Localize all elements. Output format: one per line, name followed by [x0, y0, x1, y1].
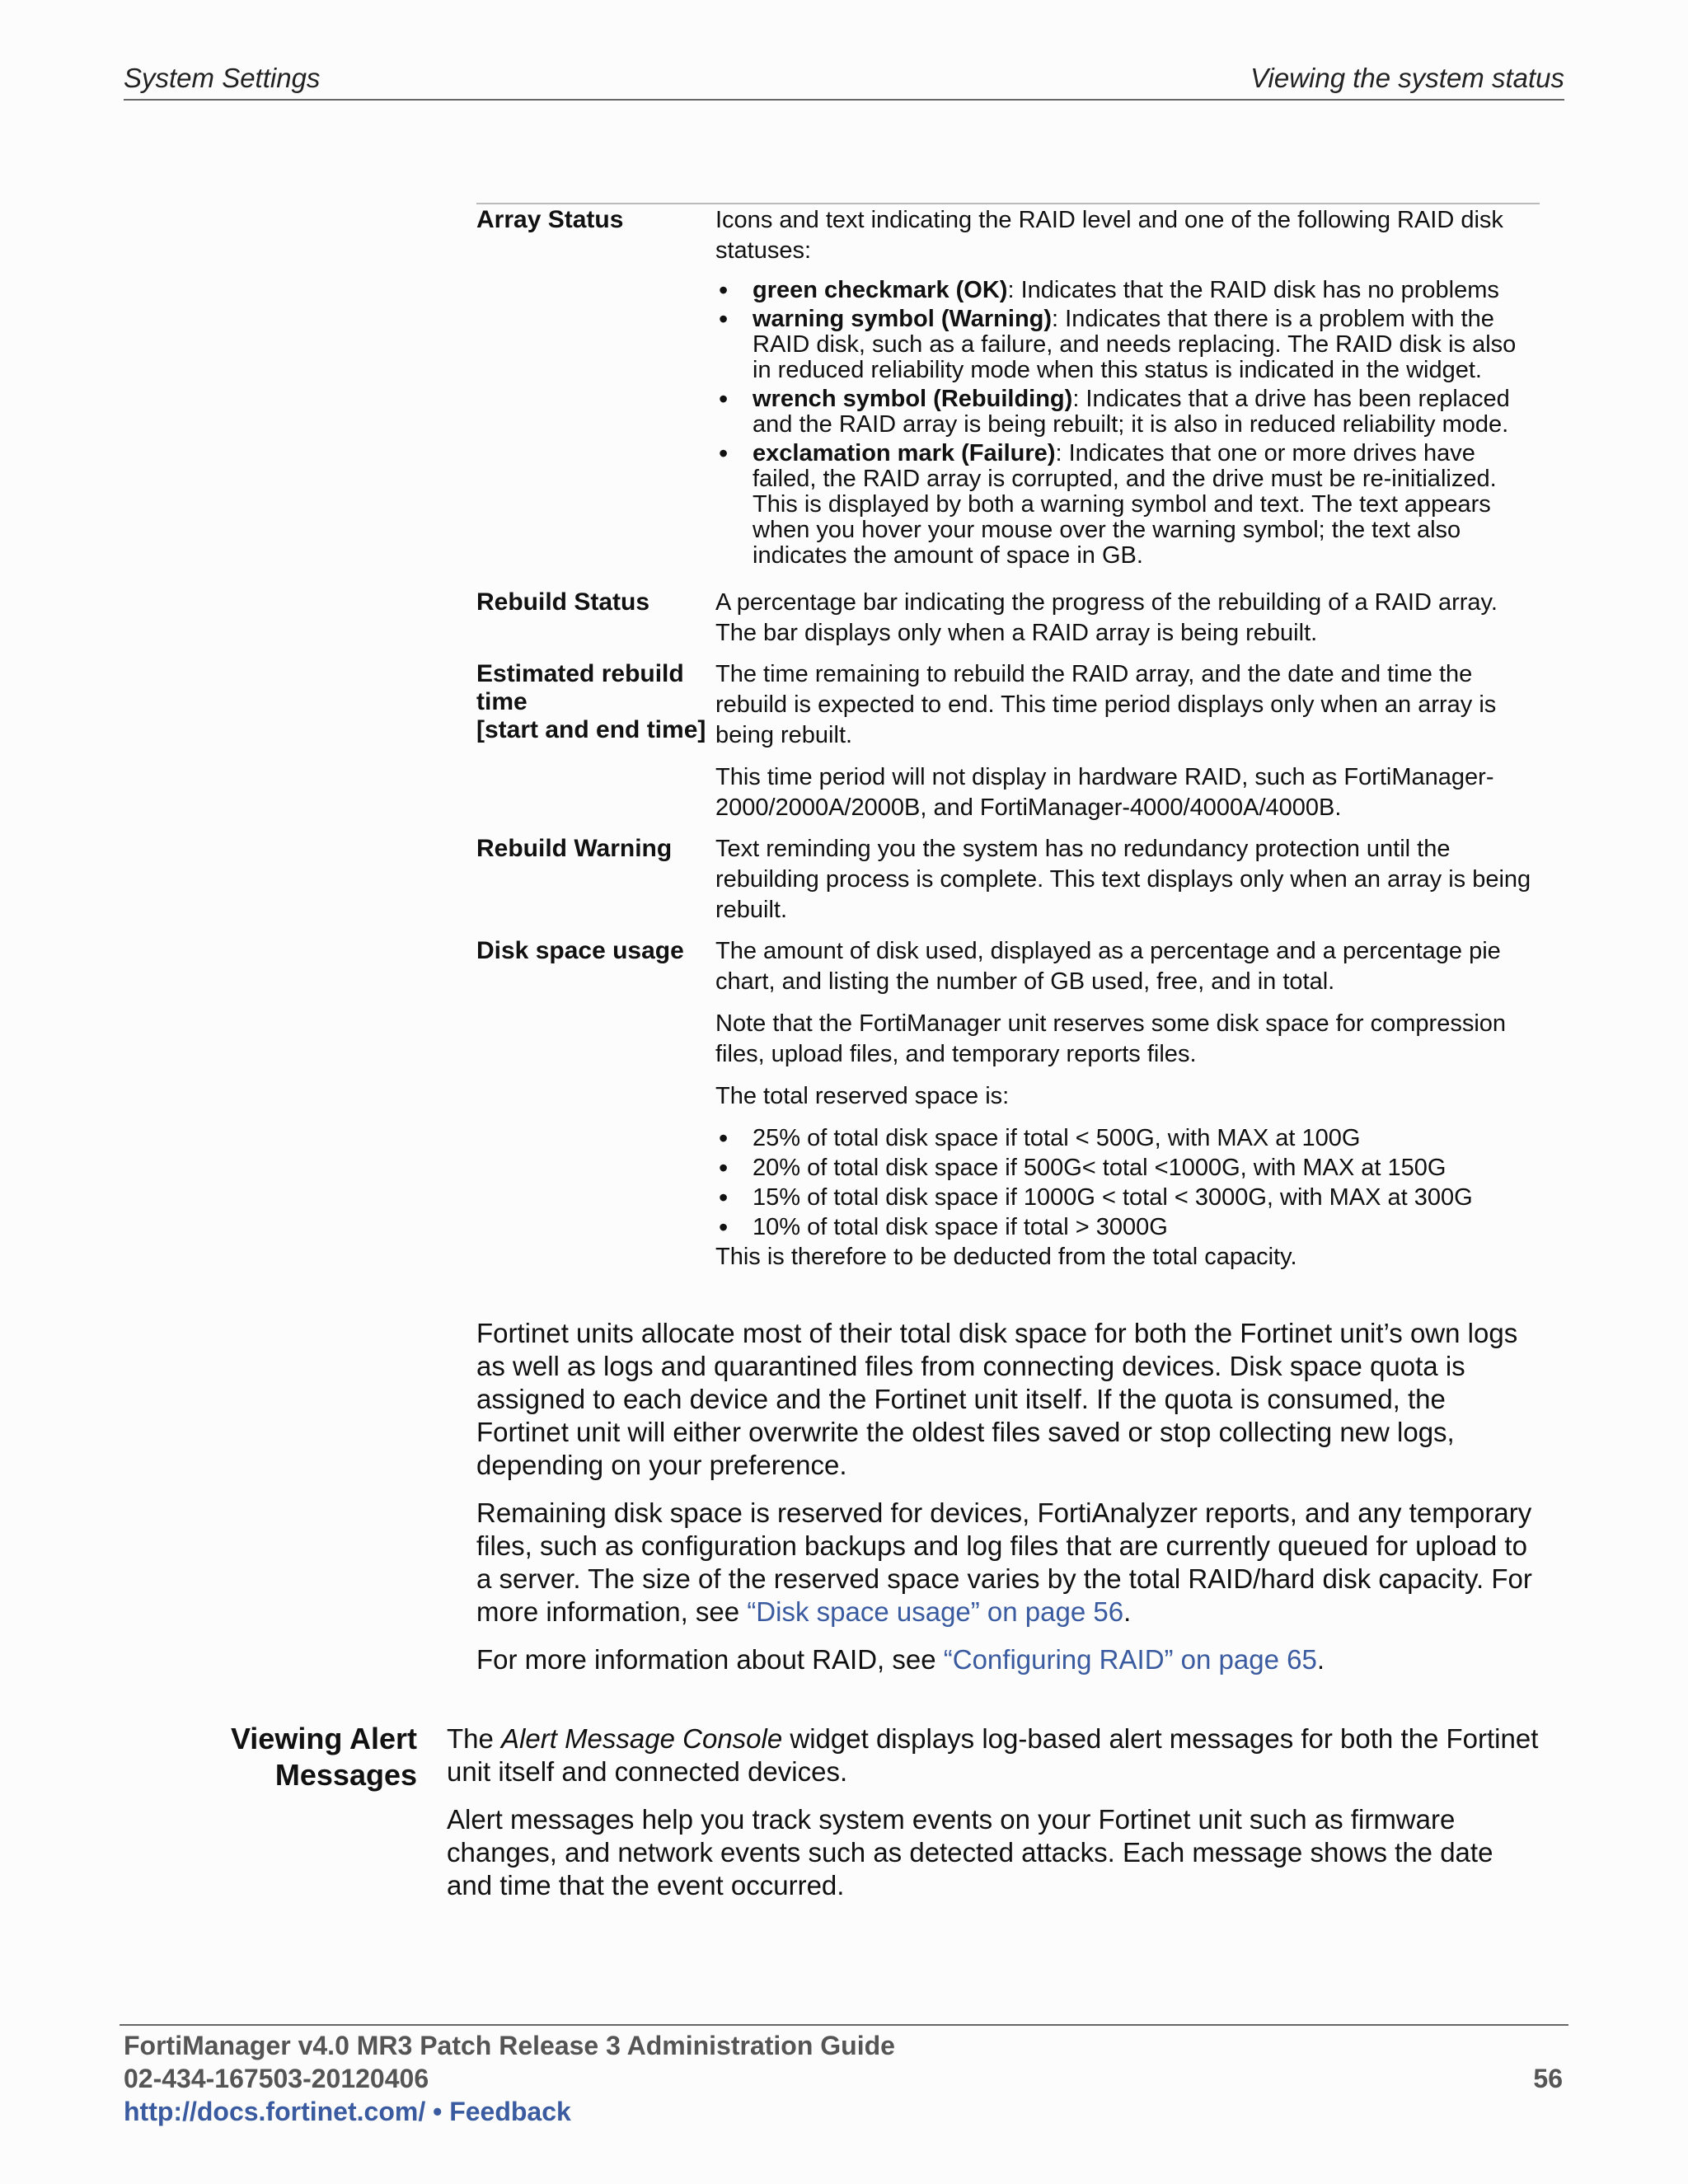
estimated-rebuild-note: This time period will not display in hardware RAID, such as FortiManager-2000/2000A/2000B, and FortiManager-4000/4000A/4000B. — [715, 764, 1494, 821]
reserved-space-list — [715, 1123, 1540, 1242]
paragraph-text: widget displays log-based alert messages for both the Fortinet unit itself and connected devices. — [447, 1723, 1539, 1787]
separator: • — [425, 2097, 450, 2126]
paragraph-end: . — [1316, 1644, 1325, 1675]
heading-line: Viewing Alert — [230, 1722, 417, 1755]
reserved-space-intro: The total reserved space is: — [715, 1083, 1010, 1109]
term-disk-space-usage: Disk space usage — [476, 937, 684, 964]
footer-rule — [120, 2024, 1568, 2026]
list-item — [715, 441, 1540, 569]
desc-rebuild-status — [715, 585, 1540, 657]
disk-space-text: The amount of disk used, displayed as a percentage and a percentage pie chart, and listing the number of GB used, free, and in total. — [715, 938, 1501, 995]
disk-space-note: Note that the FortiManager unit reserves some disk space for compression files, upload files, and temporary reports files. — [715, 1010, 1507, 1067]
paragraph-end: . — [1123, 1596, 1132, 1627]
desc-disk-space-usage — [715, 934, 1540, 1281]
status-name: exclamation mark (Failure) — [753, 440, 1056, 466]
status-text: : Indicates that a drive has been replaced and the RAID array is being rebuilt; it is also in reduced reliability mode. — [753, 386, 1510, 438]
feedback-link[interactable]: Feedback — [449, 2097, 571, 2126]
field-description-table — [476, 203, 1540, 1281]
list-item: • 10% of total disk space if total > 3000G — [715, 1212, 1540, 1242]
section-viewing-alert-messages — [206, 1721, 1540, 1917]
page-footer — [124, 2029, 1563, 2128]
table-row-disk-space-usage — [476, 934, 1540, 1281]
paragraph-reserved-space — [476, 1497, 1540, 1629]
status-name: warning symbol (Warning) — [753, 306, 1053, 332]
list-item: • 20% of total disk space if 500G< total <1000G, with MAX at 150G — [715, 1153, 1540, 1183]
desc-array-status — [715, 203, 1540, 580]
raid-status-list — [715, 278, 1540, 569]
header-topic-title: Viewing the system status — [1250, 63, 1564, 93]
rebuild-status-text: A percentage bar indicating the progress of the rebuilding of a RAID array. The bar displays only when a RAID array is being rebuilt. — [715, 589, 1498, 646]
table-row-rebuild-warning — [476, 832, 1540, 934]
footer-links — [124, 2095, 1563, 2128]
link-disk-space-usage[interactable]: “Disk space usage” on page 56 — [747, 1596, 1124, 1627]
paragraph-text: The — [447, 1723, 502, 1754]
heading-line: Messages — [274, 1758, 417, 1792]
paragraph-text: Remaining disk space is reserved for devices, FortiAnalyzer reports, and any temporary files, such as configuration backups and log files that are currently queued for upload to a server. The size of the reserved space varies by the total RAID/hard disk capacity. For more information, see — [476, 1497, 1532, 1627]
docs-link[interactable]: http://docs.fortinet.com/ — [124, 2097, 426, 2126]
list-item: • 15% of total disk space if 1000G < total < 3000G, with MAX at 300G — [715, 1183, 1540, 1212]
table-row-array-status — [476, 203, 1540, 580]
term-rebuild-status: Rebuild Status — [476, 588, 650, 616]
footer-line — [124, 2062, 1563, 2095]
term-line: [start and end time] — [476, 716, 706, 743]
estimated-rebuild-text: The time remaining to rebuild the RAID array, and the date and time the rebuild is expected to end. This time period displays only when an array is being rebuilt. — [715, 661, 1497, 748]
running-header — [124, 63, 1564, 101]
list-item — [715, 387, 1540, 438]
paragraph-alert-console — [447, 1722, 1540, 1788]
page-number: 56 — [1533, 2064, 1563, 2093]
header-section-title: System Settings — [124, 63, 321, 93]
guide-title: FortiManager v4.0 MR3 Patch Release 3 Administration Guide — [124, 2031, 895, 2060]
status-name: green checkmark (OK) — [753, 277, 1008, 303]
status-text: : Indicates that the RAID disk has no problems — [1007, 277, 1499, 303]
term-line: Estimated rebuild time — [476, 660, 684, 715]
table-row-estimated-rebuild-time — [476, 657, 1540, 832]
array-status-intro: Icons and text indicating the RAID level and one of the following RAID disk statuses: — [715, 207, 1503, 264]
desc-estimated-rebuild-time — [715, 657, 1540, 832]
paragraph-raid-info — [476, 1643, 1540, 1676]
document-number: 02-434-167503-20120406 — [124, 2064, 429, 2093]
section-body — [447, 1721, 1540, 1917]
paragraph-text: For more information about RAID, see — [476, 1644, 944, 1675]
term-estimated-rebuild-time — [476, 657, 715, 832]
status-text: : Indicates that there is a problem with the RAID disk, such as a failure, and needs replacing. The RAID disk is also in reduced reliability mode when this status is indicated in the widget. — [753, 306, 1517, 383]
link-configuring-raid[interactable]: “Configuring RAID” on page 65 — [943, 1644, 1317, 1675]
section-heading — [206, 1721, 447, 1917]
list-item — [715, 307, 1540, 383]
term-array-status: Array Status — [476, 206, 624, 233]
paragraph-disk-allocation: Fortinet units allocate most of their total disk space for both the Fortinet unit’s own logs as well as logs and quarantined files from connecting devices. Disk space quota is assigned to each device and the Fortinet unit itself. If the quota is consumed, the Fortinet unit will either overwrite the oldest files saved or stop collecting new logs, depending on your preference. — [476, 1318, 1518, 1480]
term-rebuild-warning: Rebuild Warning — [476, 835, 673, 862]
list-item: • 25% of total disk space if total < 500G, with MAX at 100G — [715, 1123, 1540, 1153]
table-row-rebuild-status — [476, 585, 1540, 657]
desc-rebuild-warning — [715, 832, 1540, 934]
widget-name: Alert Message Console — [501, 1723, 783, 1754]
list-item — [715, 278, 1540, 303]
deduction-note: This is therefore to be deducted from the total capacity. — [715, 1244, 1297, 1270]
paragraph-alert-messages: Alert messages help you track system events on your Fortinet unit such as firmware changes, and network events such as detected attacks. Each message shows the date and time that the event occurred. — [447, 1804, 1493, 1900]
status-text: : Indicates that one or more drives have failed, the RAID array is corrupted, and the drive must be re-initialized. This is displayed by both a warning symbol and text. The text appears when you hover your mouse over the warning symbol; the text also indicates the amount of space in GB. — [753, 440, 1497, 569]
rebuild-warning-text: Text reminding you the system has no redundancy protection until the rebuilding process is complete. This text displays only when an array is being rebuilt. — [715, 836, 1531, 923]
body-text — [476, 1317, 1540, 1691]
status-name: wrench symbol (Rebuilding) — [753, 386, 1073, 412]
